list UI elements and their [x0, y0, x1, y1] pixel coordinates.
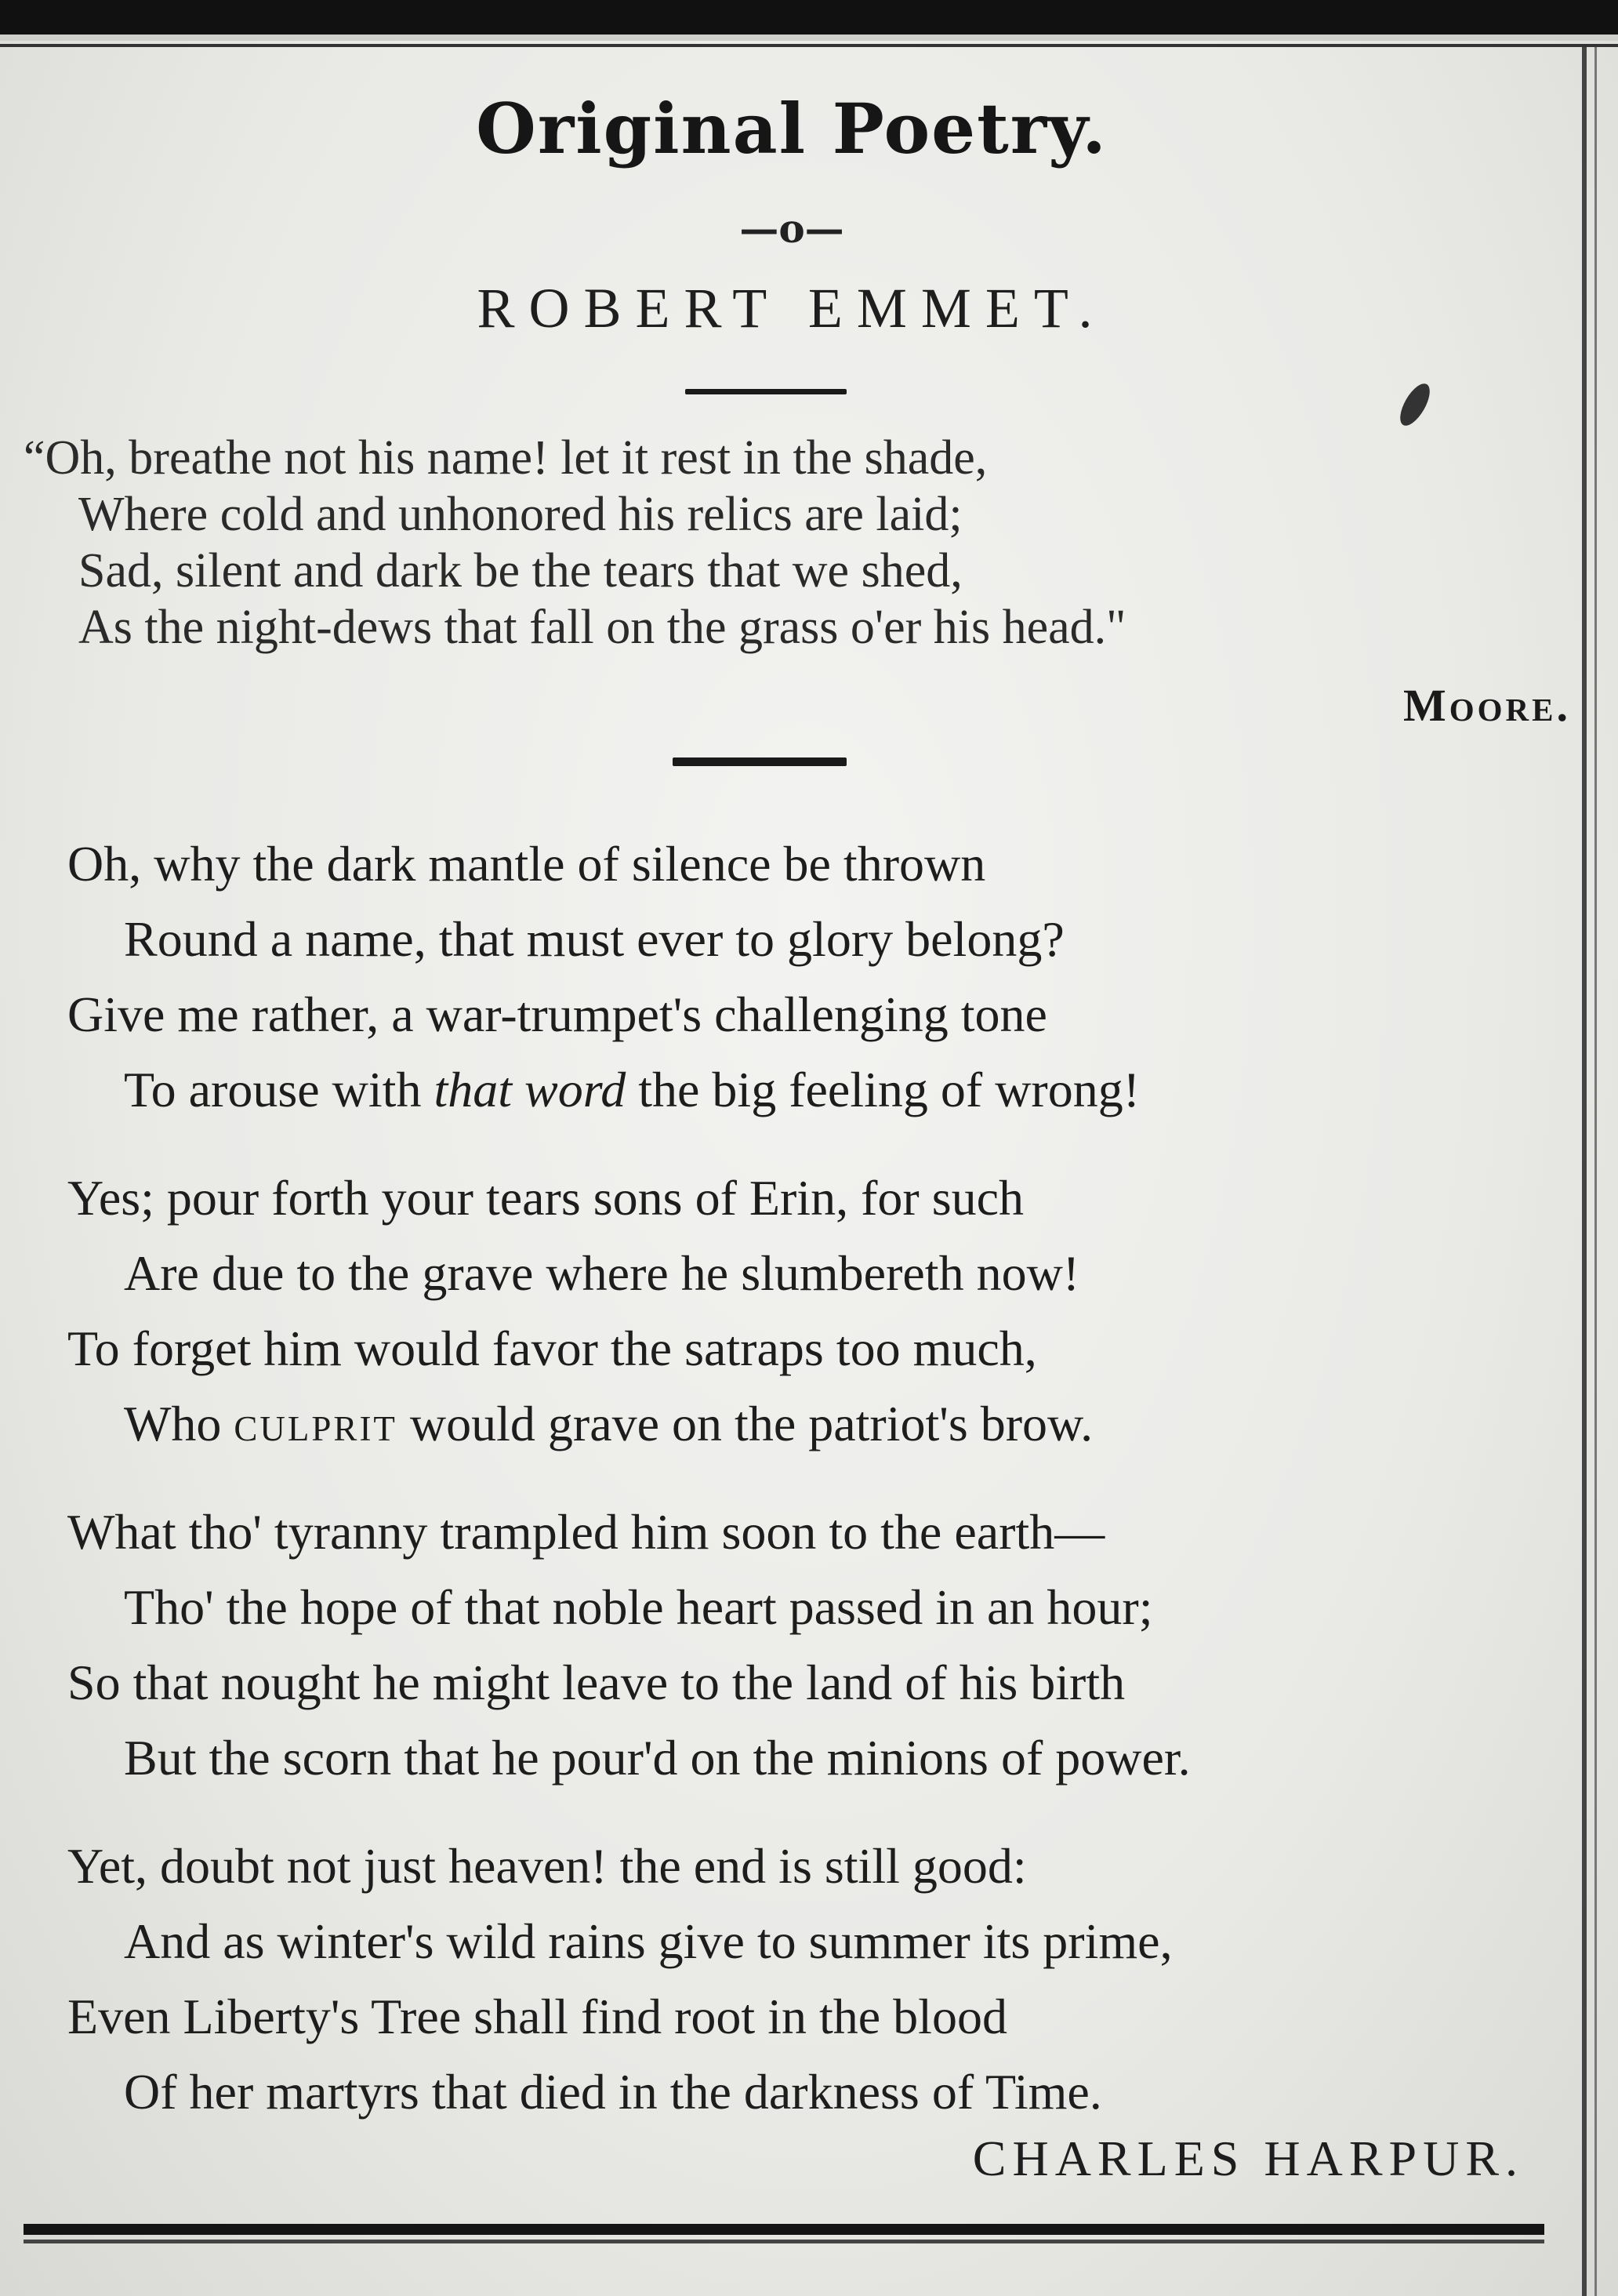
epigraph-line: Where cold and unhonored his relics are laid;	[78, 488, 963, 541]
poem-line: Yes; pour forth your tears sons of Erin, for such	[67, 1170, 1024, 1226]
top-border-thin-rule	[0, 44, 1618, 47]
rule-under-epigraph	[673, 757, 847, 766]
poem-body	[67, 826, 1557, 2163]
epigraph-line: As the night-dews that fall on the grass o'er his head."	[78, 601, 1126, 654]
poem-line: And as winter's wild rains give to summer its prime,	[124, 1913, 1173, 1969]
bottom-border-thin-rule	[24, 2240, 1544, 2243]
top-border-rule	[0, 0, 1618, 35]
epigraph-attribution: Moore.	[1403, 680, 1571, 731]
stanza	[67, 826, 1557, 1128]
poem-line: To forget him would favor the satraps too much,	[67, 1321, 1037, 1376]
stanza	[67, 1161, 1557, 1462]
poem-line: Even Liberty's Tree shall find root in the blood	[67, 1989, 1007, 2044]
column-divider-inner	[1594, 47, 1597, 2296]
poem-line: Are due to the grave where he slumbereth now!	[124, 1245, 1080, 1301]
poem-line: Yet, doubt not just heaven! the end is still good:	[67, 1838, 1027, 1894]
poem-line: What tho' tyranny trampled him soon to the earth—	[67, 1504, 1105, 1560]
poem-line: Oh, why the dark mantle of silence be thrown	[67, 836, 986, 892]
poem-line: Tho' the hope of that noble heart passed in an hour;	[124, 1579, 1153, 1635]
poem-title: ROBERT EMMET.	[477, 277, 1107, 340]
poem-line-part: Who	[124, 1396, 234, 1451]
rule-under-title	[685, 389, 847, 394]
epigraph-line: “Oh, breathe not his name! let it rest in the shade,	[24, 431, 988, 485]
ink-smudge	[1395, 380, 1436, 430]
poem-line: But the scorn that he pour'd on the minions of power.	[124, 1730, 1191, 1786]
stanza	[67, 1495, 1557, 1796]
poem-line	[67, 1052, 1557, 1128]
column-divider	[1582, 47, 1587, 2296]
poem-line: Give me rather, a war-trumpet's challenging tone	[67, 986, 1047, 1042]
poem-line-part: To arouse with	[124, 1062, 434, 1117]
epigraph	[24, 430, 1552, 656]
poem-line	[67, 1386, 1557, 1462]
stanza	[67, 1829, 1557, 2130]
bottom-border-rule	[24, 2224, 1544, 2235]
poem-line-part: would grave on the patriot's brow.	[397, 1396, 1094, 1451]
poem-line: Of her martyrs that died in the darkness of Time.	[124, 2064, 1102, 2120]
ornament-divider: —o—	[739, 205, 844, 252]
poem-author: CHARLES HARPUR.	[972, 2131, 1524, 2186]
poem-line: Round a name, that must ever to glory belong?	[124, 911, 1065, 967]
poem-line-part: the big feeling of wrong!	[626, 1062, 1141, 1117]
poem-line-smallcaps: culprit	[234, 1396, 397, 1451]
poem-line-emphasis: that word	[434, 1062, 626, 1117]
poem-line: So that nought he might leave to the land of his birth	[67, 1655, 1126, 1710]
section-heading: Original Poetry.	[476, 88, 1108, 169]
epigraph-line: Sad, silent and dark be the tears that we shed,	[78, 544, 963, 598]
